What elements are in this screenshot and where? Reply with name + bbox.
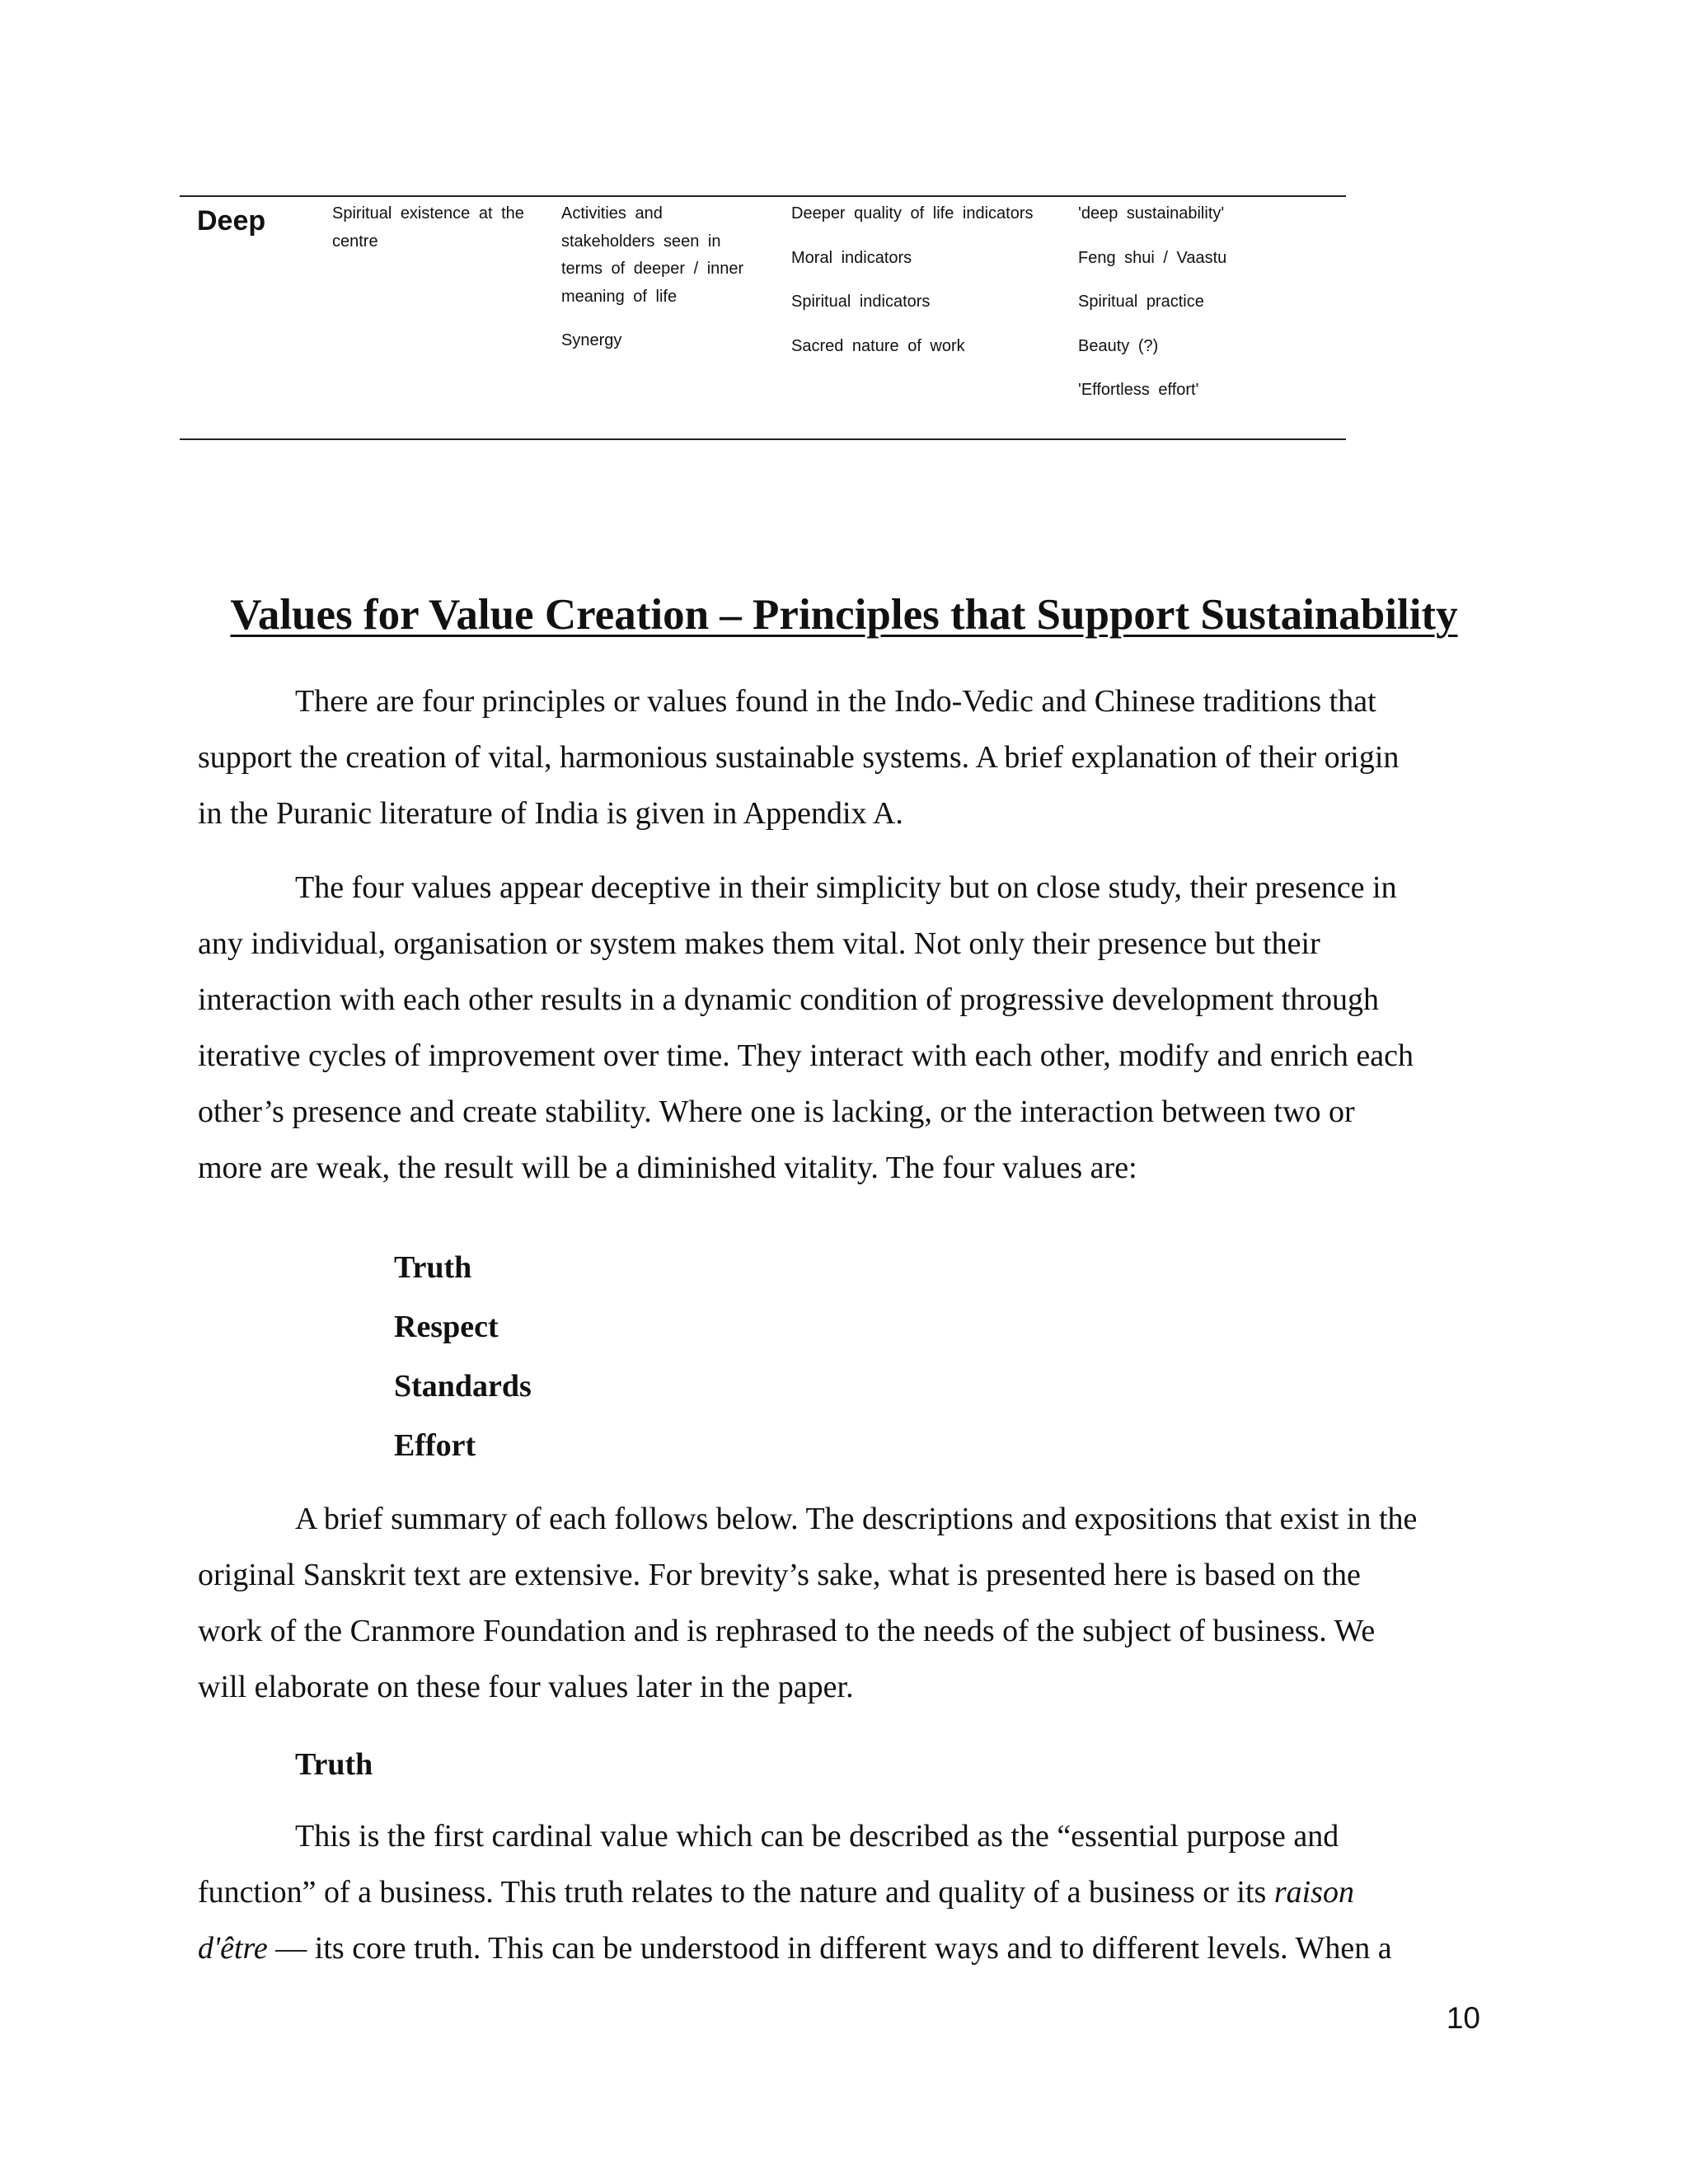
table-cell: 'deep sustainability' xyxy=(1078,204,1225,223)
table-cell: centre xyxy=(332,232,378,251)
table-bottom-rule xyxy=(180,438,1346,440)
table-cell: Activities and xyxy=(561,204,663,223)
paragraph-summary xyxy=(198,1491,1484,1715)
table-cell: meaning of life xyxy=(561,287,678,306)
text-line xyxy=(198,1864,1484,1920)
text-line xyxy=(198,1920,1484,1976)
paragraph-truth xyxy=(198,1808,1484,1976)
text-line: There are four principles or values found in the Indo-Vedic and Chinese traditions that xyxy=(295,684,1376,719)
table-cell: Spiritual existence at the xyxy=(332,204,524,223)
table-cell: 'Effortless effort' xyxy=(1078,381,1199,399)
table-cell: terms of deeper / inner xyxy=(561,260,744,278)
text-line: interaction with each other results in a dynamic condition of progressive development through xyxy=(198,982,1380,1017)
table-cell: Deeper quality of life indicators xyxy=(791,204,1034,223)
table-cell: stakeholders seen in xyxy=(561,232,721,251)
text-run: function” of a business. This truth relates to the nature and quality of a business or its xyxy=(198,1875,1274,1910)
table-cell: Beauty (?) xyxy=(1078,336,1159,355)
text-line: work of the Cranmore Foundation and is rephrased to the needs of the subject of business. We xyxy=(198,1614,1376,1648)
text-line: more are weak, the result will be a diminished vitality. The four values are: xyxy=(198,1151,1137,1185)
values-list xyxy=(394,1238,532,1475)
table-cell: Sacred nature of work xyxy=(791,336,965,355)
table-cell: Spiritual practice xyxy=(1078,293,1204,311)
italic-text: d'être xyxy=(198,1931,268,1966)
text-line: This is the first cardinal value which can be described as the “essential purpose and xyxy=(295,1819,1339,1854)
text-line: support the creation of vital, harmonious sustainable systems. A brief explanation of their origin xyxy=(198,740,1400,775)
table-cell: Moral indicators xyxy=(791,248,912,267)
text-line: original Sanskrit text are extensive. For brevity’s sake, what is presented here is based on the xyxy=(198,1558,1361,1592)
section-heading: Values for Value Creation – Principles that Support Sustainability xyxy=(230,591,1458,639)
sustainability-table xyxy=(180,200,1346,435)
text-line: iterative cycles of improvement over time. They interact with each other, modify and enrich each xyxy=(198,1038,1414,1073)
list-item: Standards xyxy=(394,1369,532,1404)
table-col-4 xyxy=(791,200,1055,377)
list-item: Effort xyxy=(394,1428,476,1463)
list-item: Truth xyxy=(394,1250,472,1285)
table-col-3 xyxy=(561,200,763,355)
table-col-5 xyxy=(1078,200,1342,421)
list-item: Respect xyxy=(394,1310,499,1344)
paragraph-four-values xyxy=(198,860,1484,1196)
text-line: The four values appear deceptive in their simplicity but on close study, their presence in xyxy=(295,870,1397,905)
italic-text: raison xyxy=(1273,1875,1354,1910)
text-run: — its core truth. This can be understood in different ways and to different levels. When a xyxy=(267,1931,1392,1966)
table-cell: Feng shui / Vaastu xyxy=(1078,248,1227,267)
table-col-2 xyxy=(332,200,538,255)
table-row-label: Deep xyxy=(197,205,266,237)
subheading-truth: Truth xyxy=(295,1747,373,1782)
table-cell: Synergy xyxy=(561,331,622,349)
text-line: other’s presence and create stability. Where one is lacking, or the interaction between two or xyxy=(198,1094,1355,1129)
page-number: 10 xyxy=(1446,2001,1480,2035)
text-line: A brief summary of each follows below. The descriptions and expositions that exist in the xyxy=(295,1502,1418,1536)
text-line: any individual, organisation or system makes them vital. Not only their presence but their xyxy=(198,926,1320,961)
text-line: in the Puranic literature of India is given in Appendix A. xyxy=(198,796,903,831)
table-cell: Spiritual indicators xyxy=(791,293,931,311)
text-line: will elaborate on these four values later in the paper. xyxy=(198,1670,854,1704)
table-top-rule xyxy=(180,195,1346,197)
paragraph-intro xyxy=(198,673,1484,841)
